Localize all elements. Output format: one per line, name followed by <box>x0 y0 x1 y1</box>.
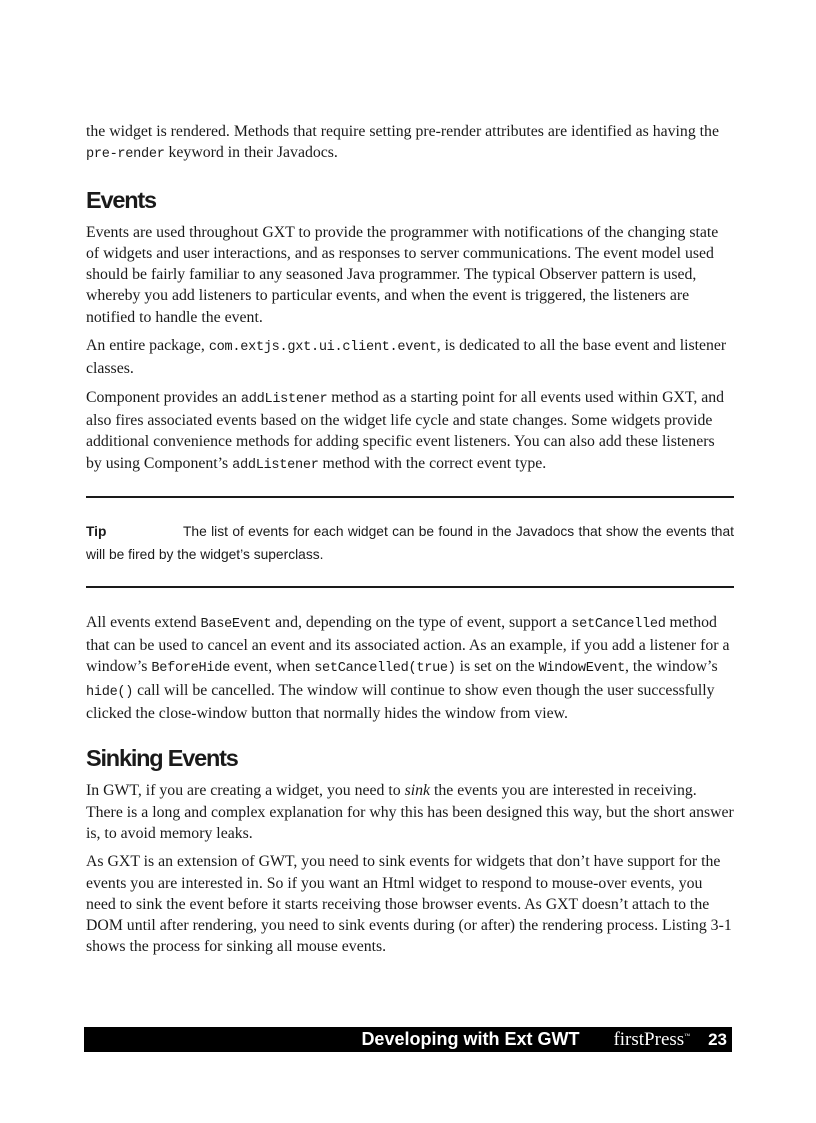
paragraph-text: , the window’s <box>625 658 718 676</box>
page-footer <box>84 1027 732 1052</box>
sinking-events-heading: Sinking Events <box>86 745 238 772</box>
events-continued-paragraph <box>86 612 734 724</box>
tip-text: The list of events for each widget can be found in the Javadocs that show the events that will be fired by the widget’s superclass. <box>86 523 734 562</box>
addlistener-code: addListener <box>240 391 328 407</box>
brand-text: firstPress <box>613 1028 685 1050</box>
events-paragraph-2 <box>86 335 734 380</box>
hide-code: hide() <box>86 684 134 700</box>
paragraph-text: All events extend <box>86 613 201 631</box>
baseevent-code: BaseEvent <box>200 616 272 632</box>
setcancelled-true-code: setCancelled(true) <box>314 661 456 677</box>
paragraph-text: , is dedicated to all the base event and listener classes. <box>86 337 727 378</box>
paragraph-text: is set on the <box>455 658 539 676</box>
events-paragraph-1: Events are used throughout GXT to provide the programmer with notifications of the changing state of widgets and user interactions, and as responses to server communications. The event model used should be fairly familiar to any seasoned Java programmer. The typical Observer pattern is used, whereby you add listeners to particular events, and when the event is triggered, the listeners are notified to handle the event. <box>86 223 719 326</box>
intro-paragraph <box>86 121 734 166</box>
windowevent-code: WindowEvent <box>538 661 626 677</box>
tip-box <box>86 496 734 588</box>
setcancelled-code: setCancelled <box>571 616 666 632</box>
beforehide-code: BeforeHide <box>151 661 230 677</box>
sink-emphasis: sink <box>404 782 431 800</box>
page-number: 23 <box>708 1029 727 1049</box>
paragraph-text: method that can be used to cancel an event and its associated action. As an example, if you add a listener for a window’s <box>86 613 730 676</box>
paragraph-text: method as a starting point for all events used within GXT, and also fires associated events based on the widget life cycle and state changes. Some widgets provide additional convenience methods for adding specific event listeners. You can also add these listeners by using Component’s <box>86 388 725 472</box>
book-title: Developing with Ext GWT <box>361 1029 580 1049</box>
addlistener-code: addListener <box>232 457 319 473</box>
tip-paragraph <box>86 520 734 566</box>
paragraph-text: In GWT, if you are creating a widget, you need to <box>86 782 405 800</box>
intro-text: the widget is rendered. Methods that require setting pre-render attributes are identified as having the <box>86 123 719 140</box>
package-code: com.extjs.gxt.ui.client.event <box>208 340 437 356</box>
paragraph-text: method with the correct event type. <box>318 454 547 472</box>
page-content <box>86 121 734 965</box>
sinking-paragraph-2: As GXT is an extension of GWT, you need to sink events for widgets that don’t have support for the events you are interested in. So if you want an Html widget to respond to mouse-over events, you need to sink the event before it starts receiving those browser events. As GXT doesn’t attach to the DOM until after rendering, you need to sink events during (or after) the rendering process. Listing 3-1 shows the process for sinking all mouse events. <box>86 853 732 956</box>
pre-render-code: pre-render <box>86 147 165 163</box>
paragraph-text: An entire package, <box>86 337 209 355</box>
paragraph-text: Component provides an <box>86 388 241 406</box>
events-paragraph-3 <box>86 387 734 476</box>
paragraph-text: event, when <box>229 658 315 676</box>
intro-text-end: keyword in their Javadocs. <box>164 144 338 162</box>
publisher-brand <box>613 1029 690 1051</box>
tip-label: Tip <box>86 523 107 539</box>
sinking-paragraph-1 <box>86 780 734 844</box>
paragraph-text: call will be cancelled. The window will continue to show even though the user successfully clicked the close-window button that normally hides the window from view. <box>86 681 715 723</box>
paragraph-text: and, depending on the type of event, support a <box>271 613 572 631</box>
events-heading: Events <box>86 186 156 213</box>
paragraph-text: the events you are interested in receiving. There is a long and complex explanation for why this has been designed this way, but the short answer is, to avoid memory leaks. <box>86 782 734 842</box>
trademark-mark: ™ <box>684 1033 691 1040</box>
